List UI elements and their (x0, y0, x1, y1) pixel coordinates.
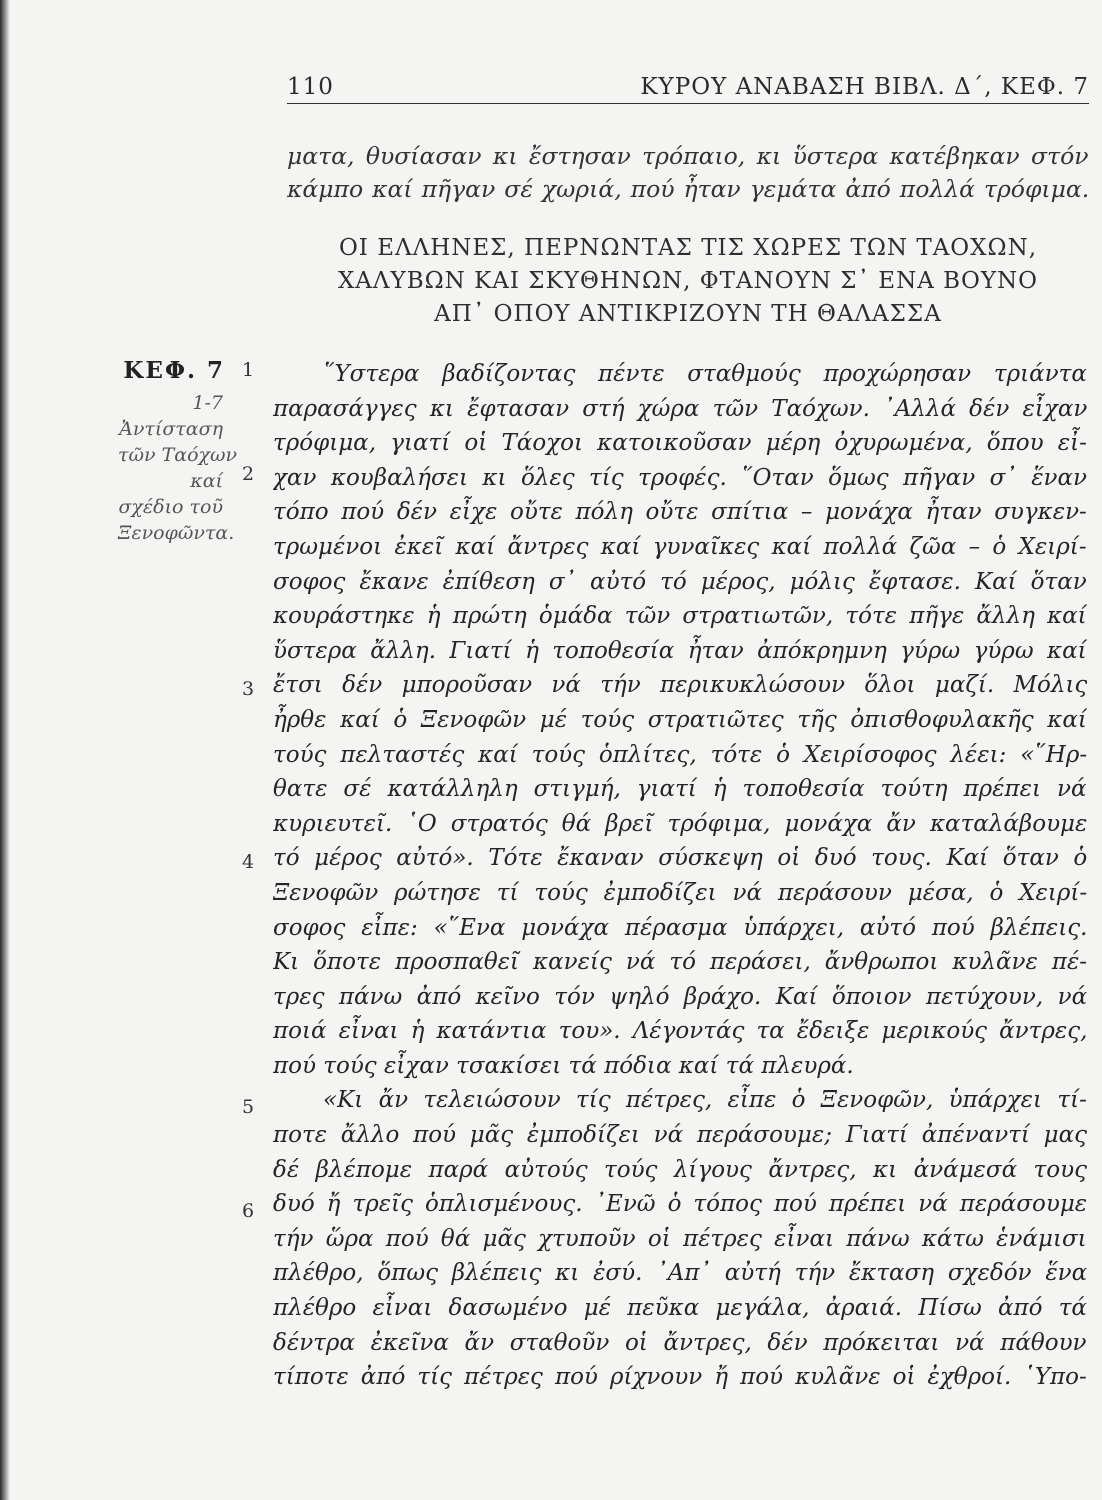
text-line: ἔτσι δέν μποροῦσαν νά τήν περικυκλώσουν ὅλοι μαζί. Μόλις (273, 672, 1087, 699)
page-number: 110 (287, 74, 334, 100)
text-line: σοφος ἔκανε ἐπίθεση σ᾽ αὐτό τό μέρος, μόλις ἔφτασε. Καί ὅταν (273, 568, 1087, 595)
text-line: πλέθρο εἶναι δασωμένο μέ πεῦκα μεγάλα, ἀραιά. Πίσω ἀπό τά (273, 1295, 1087, 1322)
text-line: παρασάγγες κι ἔφτασαν στή χώρα τῶν Ταόχων. ᾽Αλλά δέν εἶχαν (273, 395, 1087, 422)
margin-note (118, 390, 238, 546)
text-line: ποτε ἄλλο πού μᾶς ἐμποδίζει νά περάσουμε; Γιατί ἀπέναντί μας (273, 1122, 1087, 1149)
verse-number: 6 (241, 1200, 255, 1222)
heading-line: ΧΑΛΥΒΩΝ ΚΑΙ ΣΚΥΘΗΝΩΝ, ΦΤΑΝΟΥΝ Σ᾽ ΕΝΑ ΒΟΥΝΟ (337, 268, 1039, 294)
text-line: «Κι ἄν τελειώσουν τίς πέτρες, εἶπε ὁ Ξενοφῶν, ὑπάρχει τί- (323, 1087, 1087, 1114)
page-edge-shadow (0, 0, 10, 1500)
heading-line: ΑΠ᾽ ΟΠΟΥ ΑΝΤΙΚΡΙΖΟΥΝ ΤΗ ΘΑΛΑΣΣΑ (434, 301, 942, 327)
text-line: πλέθρο, ὅπως βλέπεις κι ἐσύ. ᾽Απ᾽ αὐτή τήν ἔκταση σχεδόν ἕνα (273, 1260, 1087, 1287)
text-line: Κι ὅποτε προσπαθεῖ κανείς νά τό περάσει, ἄνθρωποι κυλᾶνε πέ- (273, 949, 1087, 976)
header-rule (287, 103, 1089, 104)
margin-note-line: Ξενοφῶντα. (118, 522, 235, 544)
text-line: κυριευτεῖ. ῾Ο στρατός θά βρεῖ τρόφιμα, μονάχα ἄν καταλάβουμε (273, 810, 1087, 837)
margin-note-line: σχέδιο τοῦ (118, 496, 223, 518)
page-header (287, 74, 1089, 104)
text-line: Ξενοφῶν ρώτησε τί τούς ἐμποδίζει νά περάσουν μέσα, ὁ Χειρί- (273, 879, 1087, 906)
text-line: ὕστερα ἄλλη. Γιατί ἡ τοποθεσία ἦταν ἀπόκρημνη γύρω γύρω καί (273, 637, 1087, 664)
margin-note-line: Ἀντίσταση (119, 418, 223, 440)
text-line: πού τούς εἶχαν τσακίσει τά πόδια καί τά πλευρά. (273, 1052, 854, 1079)
text-line: δέ βλέπομε παρά αὐτούς τούς λίγους ἄντρες, κι ἀνάμεσά τους (273, 1156, 1087, 1183)
verse-number: 3 (241, 678, 255, 700)
text-line: ἦρθε καί ὁ Ξενοφῶν μέ τούς στρατιῶτες τῆς ὀπισθοφυλακῆς καί (273, 706, 1087, 733)
running-title: ΚΥΡΟΥ ΑΝΑΒΑΣΗ ΒΙΒΛ. Δ΄, ΚΕΦ. 7 (640, 74, 1089, 100)
text-line: δυό ἤ τρεῖς ὁπλισμένους. ᾽Ενῶ ὁ τόπος πού πρέπει νά περάσουμε (273, 1191, 1087, 1218)
body-text (273, 357, 1087, 1395)
margin-note-line: καί (190, 470, 223, 492)
text-line: θατε σέ κατάλληλη στιγμή, γιατί ἡ τοποθεσία τούτη πρέπει νά (273, 776, 1087, 803)
margin-note-line: 1-7 (192, 392, 223, 414)
text-line: τρόφιμα, γιατί οἱ Τάοχοι κατοικοῦσαν μέρη ὀχυρωμένα, ὅπου εἶ- (273, 430, 1087, 457)
text-line: κουράστηκε ἡ πρώτη ὁμάδα τῶν στρατιωτῶν, τότε πῆγε ἄλλη καί (273, 603, 1087, 630)
lead-paragraph (287, 140, 1089, 206)
text-line: σοφος εἶπε: «῞Ενα μονάχα πέρασμα ὑπάρχει, αὐτό πού βλέπεις. (273, 914, 1087, 941)
text-line: τίποτε ἀπό τίς πέτρες πού ρίχνουν ἤ πού κυλᾶνε οἱ ἐχθροί. ῾Υπο- (273, 1364, 1087, 1391)
text-line: χαν κουβαλήσει κι ὅλες τίς τροφές. ῞Οταν ὅμως πῆγαν σ᾽ ἕναν (273, 464, 1087, 491)
verse-number: 2 (241, 463, 255, 485)
text-line: τρωμένοι ἐκεῖ καί ἄντρες καί γυναῖκες καί πολλά ζῶα – ὁ Χειρί- (273, 533, 1087, 560)
text-line: ματα, θυσίασαν κι ἔστησαν τρόπαιο, κι ὕστερα κατέβηκαν στόν (287, 142, 1089, 170)
text-line: τρες πάνω ἀπό κεῖνο τόν ψηλό βράχο. Καί ὅποιον πετύχουν, νά (273, 983, 1087, 1010)
margin-note-line: τῶν Ταόχων (118, 444, 238, 466)
verse-number: 5 (241, 1096, 255, 1118)
chapter-label: ΚΕΦ. 7 (123, 357, 225, 384)
verse-number: 4 (241, 851, 255, 873)
text-line: τόπο πού δέν εἶχε οὔτε πόλη οὔτε σπίτια – μονάχα ἦταν συγκεν- (273, 499, 1087, 526)
text-line: τούς πελταστές καί τούς ὁπλίτες, τότε ὁ Χειρίσοφος λέει: «῞Ηρ- (273, 741, 1087, 768)
text-line: τήν ὥρα πού θά μᾶς χτυποῦν οἱ πέτρες εἶναι πάνω κάτω ἑνάμισι (273, 1225, 1087, 1252)
text-line: δέντρα ἐκεῖνα ἄν σταθοῦν οἱ ἄντρες, δέν πρόκειται νά πάθουν (273, 1329, 1087, 1356)
text-line: κάμπο καί πῆγαν σέ χωριά, πού ἦταν γεμάτα ἀπό πολλά τρόφιμα. (287, 175, 1090, 203)
verse-number: 1 (241, 359, 255, 381)
section-heading (287, 232, 1089, 331)
text-line: ποιά εἶναι ἡ κατάντια του». Λέγοντάς τα ἔδειξε μερικούς ἄντρες, (273, 1018, 1087, 1045)
text-line: τό μέρος αὐτό». Τότε ἔκαναν σύσκεψη οἱ δυό τους. Καί ὅταν ὁ (273, 845, 1087, 872)
heading-line: ΟΙ ΕΛΛΗΝΕΣ, ΠΕΡΝΩΝΤΑΣ ΤΙΣ ΧΩΡΕΣ ΤΩΝ ΤΑΟΧΩΝ, (338, 235, 1038, 261)
text-line: ῞Υστερα βαδίζοντας πέντε σταθμούς προχώρησαν τριάντα (323, 361, 1087, 387)
